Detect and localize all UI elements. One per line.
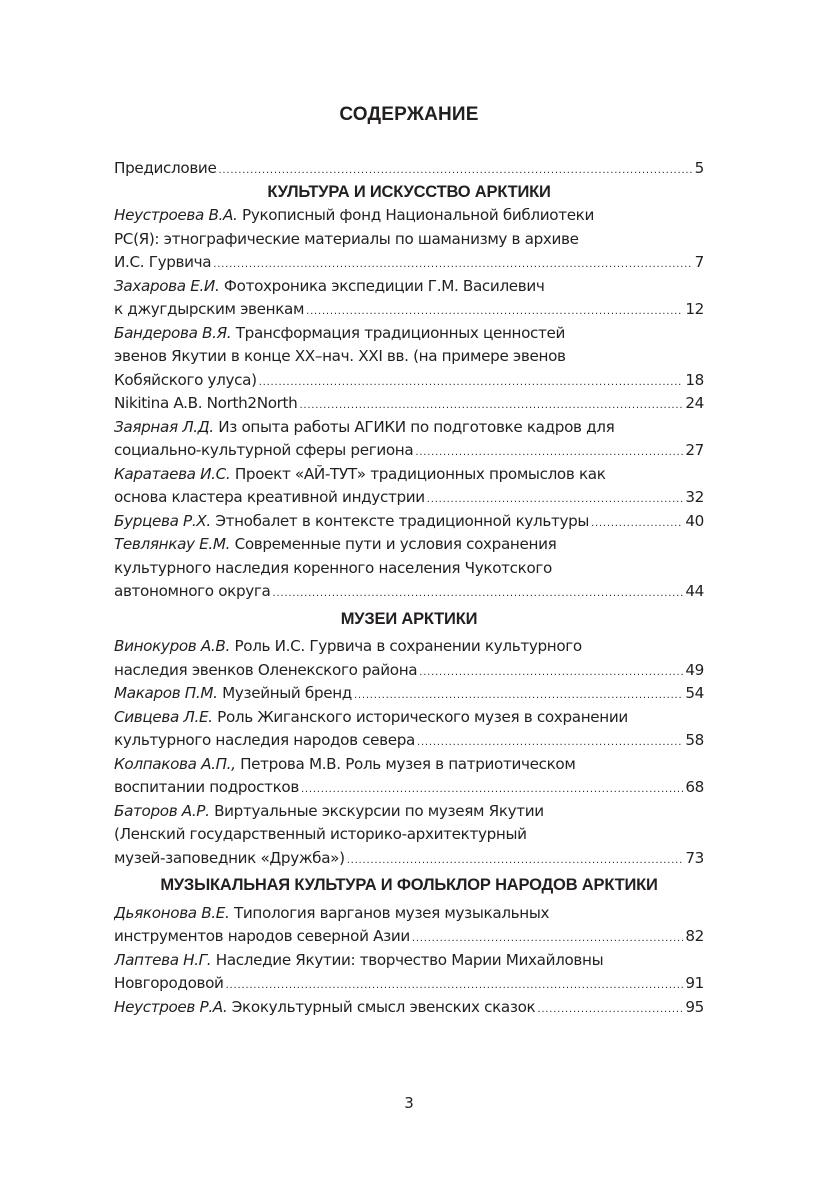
page-number: 68	[685, 778, 704, 796]
toc-entry[interactable]	[114, 392, 704, 416]
entry-title: Проект «АЙ-ТУТ» традиционных промыслов как	[234, 464, 606, 483]
entry-author: Макаров П.М.	[114, 684, 218, 702]
entry-line	[114, 251, 704, 275]
entry-author: Тевлянкау Е.М.	[114, 535, 231, 553]
entry-title: автономного округа	[114, 582, 271, 600]
entry-line	[114, 486, 704, 510]
page-number: 44	[685, 582, 704, 600]
entry-line	[114, 659, 704, 683]
entry-line	[114, 369, 704, 393]
page-number: 73	[685, 848, 704, 867]
entry-title: к джугдырским эвенкам	[114, 300, 305, 318]
entry-title: Новгородовой	[114, 974, 224, 992]
entry-author: Баторов А.Р.	[114, 801, 210, 820]
dot-leader	[226, 974, 684, 996]
entry-line	[114, 682, 704, 706]
toc-entry[interactable]	[114, 322, 704, 393]
toc-entry[interactable]	[114, 753, 704, 800]
entry-line-text	[114, 847, 345, 871]
entry-title: И.С. Гурвича	[114, 253, 212, 271]
entry-title: Кобяйского улуса)	[114, 370, 257, 389]
entry-line	[114, 902, 704, 926]
entry-author: Каратаева И.С.	[114, 464, 231, 483]
entry-line-text	[114, 755, 575, 773]
page-number: 12	[685, 300, 704, 318]
entry-line	[114, 949, 704, 973]
entry-title: музей-заповедник «Дружба»)	[114, 848, 345, 867]
entry-title: культурного наследия коренного населения Чукотского	[114, 558, 552, 577]
entry-author: Бурцева Р.Х.	[114, 511, 211, 530]
dot-leader	[218, 159, 692, 181]
entry-title: Виртуальные экскурсии по музеям Якутии	[214, 801, 544, 820]
entry-line-text	[114, 439, 413, 463]
entry-title: Наследие Якутии: творчество Марии Михайловны	[215, 950, 604, 969]
toc-entry[interactable]	[114, 949, 704, 996]
dot-leader	[301, 778, 683, 800]
page-title: СОДЕРЖАНИЕ	[339, 104, 479, 125]
page-number: 49	[685, 660, 704, 679]
entry-line-text	[114, 659, 417, 683]
entry-line-text	[114, 682, 352, 706]
entry-line	[114, 275, 704, 299]
entry-title: Предисловие	[114, 159, 217, 177]
entry-line-text	[114, 972, 224, 996]
entry-title: Современные пути и условия сохранения	[234, 535, 557, 553]
dot-leader	[412, 927, 683, 949]
entry-line-text	[114, 392, 297, 416]
entry-line	[114, 463, 704, 487]
entry-line	[114, 635, 704, 659]
page-number: 40	[685, 511, 704, 530]
entry-line	[114, 392, 704, 416]
toc-entry[interactable]	[114, 463, 704, 510]
toc-entry[interactable]	[114, 204, 704, 275]
entry-line	[114, 972, 704, 996]
entry-author: Колпакова А.П.,	[114, 754, 236, 773]
dot-leader	[306, 300, 683, 322]
entry-line-text	[114, 324, 565, 342]
entry-title: Рукописный фонд Национальной библиотеки	[242, 206, 595, 224]
entry-line	[114, 416, 704, 440]
page-number: 91	[685, 974, 704, 992]
entry-line	[114, 439, 704, 463]
page-number: 7	[694, 253, 704, 271]
toc-entry[interactable]	[114, 275, 704, 322]
dot-leader	[427, 488, 684, 510]
entry-line-text	[114, 418, 614, 436]
page-number: 32	[685, 488, 704, 506]
entry-line-text	[114, 904, 549, 922]
dot-leader	[299, 394, 683, 416]
entry-line	[114, 228, 704, 252]
entry-author: Неустроева В.А.	[114, 206, 238, 224]
entry-title: (Ленский государственный историко-архитектурный	[114, 825, 527, 843]
entry-line	[114, 925, 704, 949]
table-of-contents	[114, 157, 704, 1019]
page-number: 24	[685, 394, 704, 412]
entry-line	[114, 533, 704, 557]
page-number: 18	[685, 370, 704, 389]
dot-leader	[213, 253, 692, 275]
entry-line-text	[114, 580, 270, 604]
entry-line	[114, 847, 704, 871]
dot-leader	[347, 849, 684, 871]
section-heading: МУЗЕИ АРКТИКИ	[340, 609, 478, 628]
entry-line	[114, 776, 704, 800]
entry-line-text	[114, 802, 544, 820]
entry-line-text	[114, 559, 552, 577]
entry-title: социально-культурной сферы региона	[114, 441, 414, 459]
entry-line	[114, 706, 704, 730]
entry-title: Фотохроника экспедиции Г.М. Василевич	[223, 276, 545, 295]
toc-entry[interactable]	[114, 800, 704, 871]
toc-entry[interactable]	[114, 996, 704, 1020]
entry-author: Лаптева Н.Г.	[114, 950, 212, 969]
page-number: 5	[694, 159, 704, 177]
entry-title: Петрова М.В. Роль музея в патриотическом	[240, 754, 576, 773]
entry-author: Дьяконова В.Е.	[114, 903, 230, 922]
toc-entry[interactable]	[114, 416, 704, 463]
toc-entry[interactable]	[114, 635, 704, 682]
section-heading: КУЛЬТУРА И ИСКУССТВО АРКТИКИ	[267, 182, 551, 201]
entry-line-text	[114, 996, 535, 1020]
dot-leader	[417, 731, 683, 753]
entry-line-text	[114, 708, 628, 726]
entry-line	[114, 729, 704, 753]
entry-line	[114, 996, 704, 1020]
entry-line-text	[114, 277, 545, 295]
toc-entry-preface[interactable]	[114, 157, 704, 181]
entry-line-text	[114, 465, 606, 483]
entry-line-text	[114, 729, 415, 753]
entry-line-text	[114, 230, 579, 248]
toc-entry[interactable]	[114, 682, 704, 706]
entry-line	[114, 753, 704, 777]
entry-line	[114, 580, 704, 604]
entry-author: Винокуров А.В.	[114, 637, 230, 655]
entry-line-text	[114, 535, 556, 553]
dot-leader	[419, 661, 683, 683]
dot-leader	[272, 582, 683, 604]
entry-title: Роль И.С. Гурвича в сохранении культурного	[234, 637, 582, 655]
entry-line-text	[114, 251, 211, 275]
entry-title: Музейный бренд	[222, 684, 352, 702]
entry-line-text	[114, 825, 527, 843]
entry-title: воспитании подростков	[114, 778, 299, 796]
toc-entry[interactable]	[114, 706, 704, 753]
section-heading: МУЗЫКАЛЬНАЯ КУЛЬТУРА И ФОЛЬКЛОР НАРОДОВ АРКТИКИ	[160, 876, 658, 894]
dot-leader	[591, 512, 683, 534]
page-number: 95	[685, 997, 704, 1016]
entry-author: Заярная Л.Д.	[114, 417, 214, 436]
page-number: 54	[685, 684, 704, 702]
entry-line	[114, 322, 704, 346]
entry-title: Трансформация традиционных ценностей	[235, 323, 566, 342]
entry-line-text	[114, 776, 299, 800]
entry-title: РС(Я): этнографические материалы по шаманизму в архиве	[114, 229, 579, 248]
entry-author: Захарова Е.И.	[114, 276, 220, 295]
entry-line-text	[114, 369, 257, 393]
toc-entry[interactable]	[114, 510, 704, 534]
entry-title: культурного наследия народов севера	[114, 731, 416, 749]
entry-title: Из опыта работы АГИКИ по подготовке кадров для	[218, 417, 615, 436]
entry-line-text	[114, 951, 603, 969]
entry-line	[114, 298, 704, 322]
page-number: 58	[685, 731, 704, 749]
entry-title: Типология варганов музея музыкальных	[233, 903, 550, 922]
entry-line-text	[114, 510, 589, 534]
entry-title: Роль Жиганского исторического музея в сохранении	[217, 707, 628, 726]
page-number: 27	[685, 441, 704, 459]
entry-line	[114, 204, 704, 228]
entry-line-text	[114, 486, 425, 510]
entry-line-text	[114, 206, 594, 224]
dot-leader	[259, 371, 684, 393]
entry-title: инструментов народов северной Азии	[114, 927, 410, 945]
entry-title: Экокультурный смысл эвенских сказок	[231, 997, 536, 1016]
dot-leader	[415, 441, 683, 463]
toc-entry[interactable]	[114, 902, 704, 949]
entry-title: наследия эвенков Оленекского района	[114, 660, 418, 679]
entry-line-text	[114, 925, 410, 949]
entry-author: Сивцева Л.Е.	[114, 707, 213, 726]
entry-line-text	[114, 347, 566, 365]
page-folio: 3	[404, 1094, 414, 1112]
entry-title: Этнобалет в контексте традиционной культуры	[215, 511, 590, 530]
entry-line	[114, 345, 704, 369]
toc-entry[interactable]	[114, 533, 704, 604]
entry-title: эвенов Якутии в конце XX–нач. XXI вв. (на примере эвенов	[114, 347, 566, 365]
entry-author: Бандерова В.Я.	[114, 323, 232, 342]
entry-line-text	[114, 298, 304, 322]
entry-line-text	[114, 637, 582, 655]
entry-title: Nikitina A.B. North2North	[114, 394, 298, 412]
entry-line	[114, 823, 704, 847]
entry-line	[114, 800, 704, 824]
entry-line	[114, 510, 704, 534]
entry-title: основа кластера креативной индустрии	[114, 488, 425, 506]
entry-line	[114, 557, 704, 581]
page-number: 82	[685, 927, 704, 945]
dot-leader	[354, 684, 683, 706]
dot-leader	[537, 998, 683, 1020]
entry-author: Неустроев Р.А.	[114, 997, 228, 1016]
